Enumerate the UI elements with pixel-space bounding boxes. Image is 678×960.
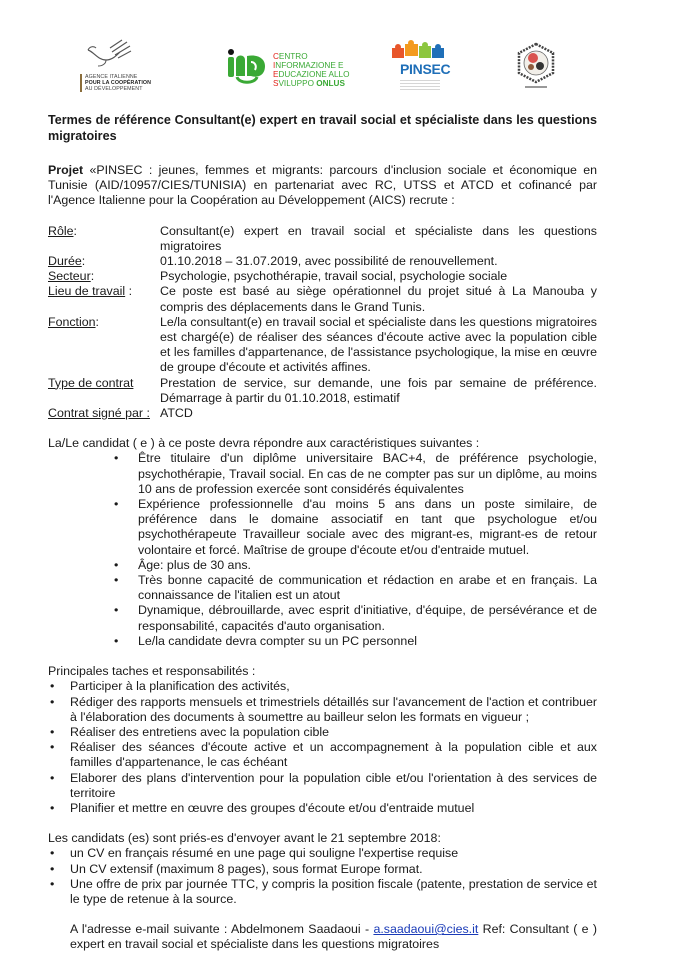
field-value: Prestation de service, sur demande, une fois par semaine de préférence. Démarrage à partir du 01.10.2018, estimatif (160, 375, 597, 405)
field-label: Contrat signé (48, 406, 126, 421)
tasks-list (48, 679, 597, 816)
tasks-heading: Principales taches et responsabilités : (48, 664, 256, 679)
list-item: • Expérience professionnelle d'au moins 5 ans dans un poste similaire, de préférence dans le domaine associatif en tant que psychologue et/ou psychothérapeute Travailleur sociale avec des migrant-es, migrant-es de retour volontaire et forcé. Maîtrise de groupe d'écoute et/ou d'entraide mutuel. (48, 497, 597, 558)
application-heading: Les candidats (es) sont priés-es d'envoyer avant le 21 septembre 2018: (48, 831, 441, 846)
list-item: • Âge: plus de 30 ans. (48, 558, 597, 573)
field-label: Type de contrat (48, 375, 134, 390)
requirements-heading: La/Le candidat ( e ) à ce poste devra répondre aux caractéristiques suivantes : (48, 436, 480, 451)
document-body (48, 113, 597, 953)
fields-table (48, 224, 597, 422)
contact-prefix: A l'adresse e-mail suivante : Abdelmonem Saadaoui - (70, 922, 374, 937)
cies-mark-icon (225, 46, 267, 86)
field-suffix: : (95, 314, 99, 329)
field-suffix: : (73, 223, 77, 238)
field-location (48, 284, 597, 314)
field-contract-type (48, 376, 597, 406)
field-role (48, 224, 597, 254)
email-link[interactable]: a.saadaoui@cies.it (373, 922, 479, 937)
field-suffix: : (125, 284, 133, 299)
field-label: Secteur (48, 269, 91, 284)
atcd-emblem-logo (515, 42, 557, 92)
field-contract-signed (48, 406, 597, 421)
puzzle-icon (390, 40, 446, 62)
cies-line2: INFORMAZIONE E (273, 61, 344, 70)
cies-line1: CENTRO (273, 52, 308, 61)
field-value: Consultant(e) expert en travail social et spécialiste dans les questions migratoires (160, 223, 597, 253)
dove-icon (84, 38, 134, 70)
field-value: 01.10.2018 – 31.07.2019, avec possibilité de renouvellement. (160, 254, 498, 269)
cies-logo (225, 44, 350, 92)
field-duration (48, 254, 597, 269)
logo-header (0, 30, 678, 100)
list-item: • Très bonne capacité de communication et rédaction en arabe et en français. La connaissance de l'italien est un atout (48, 573, 597, 603)
cies-line4: SVILUPPO ONLUS (273, 79, 345, 88)
field-sector (48, 269, 597, 284)
list-item: • un CV en français résumé en une page qui souligne l'expertise requise (48, 846, 597, 861)
aics-line2: POUR LA COOPÉRATION (85, 80, 152, 86)
pinsec-wordmark: PINSEC (400, 61, 451, 77)
aics-logo (78, 38, 152, 96)
field-suffix: : (90, 269, 95, 284)
list-item: • Dynamique, débrouillarde, avec esprit d'initiative, d'équipe, de persévérance et de responsabilité, capacités d'auto organisation. (48, 603, 597, 633)
list-item: • Le/la candidate devra compter su un PC personnel (48, 634, 597, 649)
field-label: Rôle (48, 223, 74, 238)
project-text: «PINSEC : jeunes, femmes et migrants: parcours d'inclusion sociale et économique en Tunisie (AID/10957/CIES/TUNISIA) en partenariat avec RC, UTSS et ATCD et cofinancé par l'Agence Italienne pour la Coopération au Développement (AICS) recrute : (48, 163, 597, 208)
field-function (48, 315, 597, 376)
list-item: • Une offre de prix par journée TTC, y compris la position fiscale (patente, prestation de service et le type de retenue à la source. (48, 877, 597, 907)
field-suffix: par : (125, 406, 150, 421)
list-item: • Être titulaire d'un diplôme universitaire BAC+4, de préférence psychologie, psychothérapie, Travail social. En cas de ne compter pas sur un diplôme, au moins 10 ans de profession exercée sont considérés équivalentes (48, 451, 597, 497)
field-suffix: : (81, 254, 86, 269)
field-value: Ce poste est basé au siège opérationnel du projet situé à La Manouba y compris des déplacements dans le Grand Tunis. (160, 284, 597, 314)
list-item: • Rédiger des rapports mensuels et trimestriels détaillés sur l'avancement de l'action et contribuer à l'élaboration des documents à soumettre au bailleur selon les formats en vigueur ; (48, 695, 597, 725)
field-value: Le/la consultant(e) en travail social et spécialiste dans les questions migratoires est chargé(e) de réaliser des séances d'écoute active avec la population cible et les familles d'appartenance, de l'assistance psychologique, la mise en œuvre de groupe d'écoute et activités affines. (160, 314, 597, 375)
requirements-list (48, 451, 597, 649)
project-intro (48, 163, 597, 209)
pinsec-logo (390, 40, 450, 96)
aics-line3: AU DÉVELOPPEMENT (85, 86, 143, 92)
pinsec-subtitle (400, 80, 440, 92)
field-label: Durée (48, 254, 82, 269)
list-item: • Un CV extensif (maximum 8 pages), sous format Europe format. (48, 862, 597, 877)
list-item: • Planifier et mettre en œuvre des groupes d'écoute et/ou d'entraide mutuel (48, 801, 597, 816)
project-label: Projet (48, 163, 84, 177)
field-value: ATCD (160, 406, 193, 421)
document-title: Termes de référence Consultant(e) expert en travail social et spécialiste dans les questions migratoires (48, 113, 597, 143)
contact-paragraph (48, 922, 597, 952)
aics-line1: AGENCE ITALIENNE (85, 74, 138, 80)
application-list (48, 846, 597, 907)
cies-line3: EDUCAZIONE ALLO (273, 70, 350, 79)
field-label: Lieu de travail (48, 284, 126, 299)
list-item: • Participer à la planification des activités, (48, 679, 597, 694)
field-label: Fonction (48, 314, 96, 329)
field-value: Psychologie, psychothérapie, travail social, psychologie sociale (160, 269, 508, 284)
list-item: • Réaliser des séances d'écoute active et un accompagnement à la population cible et aux familles d'appartenance, le cas échéant (48, 740, 597, 770)
contact-suffix: Ref: Consultant ( e ) expert en travail social et spécialiste dans les questions migratoires (70, 922, 597, 952)
emblem-icon (515, 42, 557, 92)
list-item: • Elaborer des plans d'intervention pour la population cible et/ou l'orientation à des services de territoire (48, 771, 597, 801)
list-item: • Réaliser des entretiens avec la population cible (48, 725, 597, 740)
